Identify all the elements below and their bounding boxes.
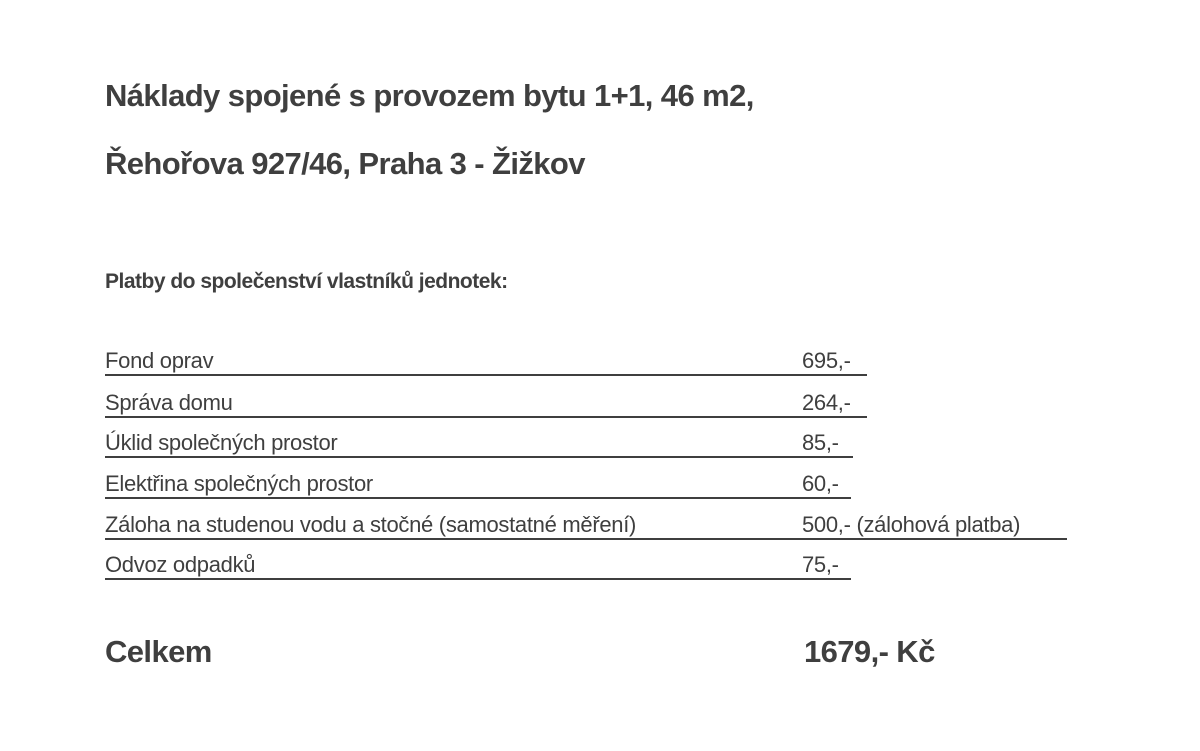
- cost-item-label: Záloha na studenou vodu a stočné (samostatné měření): [105, 512, 637, 537]
- row-underline: [105, 374, 867, 376]
- cost-item-amount: 500,- (zálohová platba): [802, 512, 1021, 537]
- cost-item-label: Správa domu: [105, 390, 233, 415]
- cost-item-amount: 85,-: [802, 430, 839, 455]
- cost-item-amount: 264,-: [802, 390, 851, 415]
- cost-item-label: Úklid společných prostor: [105, 430, 338, 455]
- row-underline: [105, 497, 851, 499]
- total-value: 1679,- Kč: [804, 634, 935, 669]
- page-title-line-1: Náklady spojené s provozem bytu 1+1, 46 m2,: [105, 78, 754, 113]
- cost-item-amount: 60,-: [802, 471, 839, 496]
- cost-item-amount: 75,-: [802, 552, 839, 577]
- row-underline: [105, 416, 867, 418]
- section-heading: Platby do společenství vlastníků jednotek:: [105, 270, 508, 293]
- cost-item-label: Elektřina společných prostor: [105, 471, 373, 496]
- cost-item-label: Odvoz odpadků: [105, 552, 256, 577]
- cost-item-label: Fond oprav: [105, 348, 214, 373]
- row-underline: [105, 578, 851, 580]
- row-underline: [105, 456, 853, 458]
- total-label: Celkem: [105, 634, 212, 669]
- row-underline: [105, 538, 1067, 540]
- page-title-line-2: Řehořova 927/46, Praha 3 - Žižkov: [105, 146, 585, 181]
- cost-item-amount: 695,-: [802, 348, 851, 373]
